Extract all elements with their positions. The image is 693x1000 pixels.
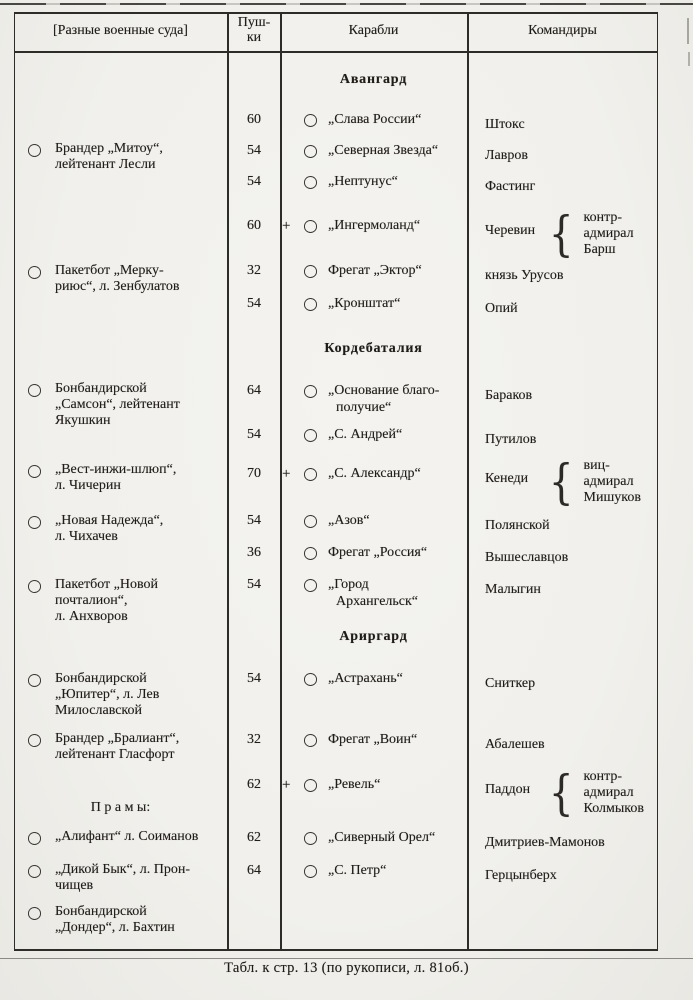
ship-name-line: „Город	[328, 577, 369, 592]
header-guns	[228, 15, 280, 45]
guns-count: 60	[247, 112, 261, 127]
ship-name: „С. Андрей“	[328, 427, 403, 442]
vessel-line: „Новая Надежда“,	[55, 513, 164, 528]
vessel-text	[55, 829, 198, 845]
vessel-line: риюс“, л. Зенбулатов	[55, 279, 180, 295]
vessel-line: „Самсон“, лейтенант	[55, 397, 180, 413]
ship-name	[328, 577, 418, 610]
vessel-line: лейтенант Лесли	[55, 157, 156, 173]
vessel-entry	[28, 829, 198, 845]
plus-icon: +	[282, 777, 291, 793]
brace-icon	[546, 769, 577, 817]
vessel-line: лейтенант Гласфорт	[55, 747, 175, 763]
vessel-line: Бонбандирской	[55, 904, 147, 919]
vessel-line: Брандер „Митоу“,	[55, 141, 163, 156]
ship-name-line: „Основание благо-	[328, 383, 440, 398]
vessel-circle-icon	[28, 865, 41, 878]
ship-name: „Нептунус“	[328, 174, 398, 189]
ship-circle-icon	[304, 220, 317, 233]
ship-circle-icon	[304, 468, 317, 481]
vessel-circle-icon	[28, 907, 41, 920]
vessel-text	[55, 904, 175, 936]
scan-artifact	[687, 18, 689, 44]
vessel-circle-icon	[28, 580, 41, 593]
ship-circle-icon	[304, 265, 317, 278]
vessel-line: Якушкин	[55, 413, 111, 429]
commander-name: Черевин	[485, 223, 536, 238]
ship-circle-icon	[304, 865, 317, 878]
flag-line: Мишуков	[583, 489, 641, 505]
ship-circle-icon	[304, 176, 317, 189]
ship-name: „Ревель“	[328, 777, 381, 792]
vessel-line: „Дондер“, л. Бахтин	[55, 920, 175, 936]
ship-circle-icon	[304, 145, 317, 158]
ship-name-line: Архангельск“	[336, 593, 419, 609]
brace-icon	[546, 210, 577, 258]
flag-line: виц-	[583, 458, 610, 474]
ship-circle-icon	[304, 385, 317, 398]
vessel-entry	[28, 462, 176, 494]
commander-name: князь Урусов	[485, 268, 564, 283]
commander-name: Дмитриев-Мамонов	[485, 835, 605, 850]
ship-name: „Астрахань“	[328, 671, 403, 686]
guns-count: 54	[247, 513, 261, 528]
vessel-entry	[28, 671, 159, 720]
vessel-circle-icon	[28, 384, 41, 397]
vessel-circle-icon	[28, 516, 41, 529]
flag-line: Барш	[583, 241, 616, 257]
ship-name: „Азов“	[328, 513, 370, 528]
vessel-circle-icon	[28, 144, 41, 157]
commander-name: Штокс	[485, 117, 525, 132]
column-divider	[467, 12, 469, 951]
ship-name: „Сиверный Орел“	[328, 830, 436, 845]
vessel-text	[55, 381, 180, 430]
vessel-line: „Алифант“ л. Соиманов	[55, 829, 199, 844]
section-rearguard: Ариргард	[339, 629, 408, 644]
vessel-line: почталион“,	[55, 593, 128, 609]
ship-name: „Ингермоланд“	[328, 218, 421, 233]
vessel-text	[55, 671, 159, 720]
vessel-line: л. Чичерин	[55, 478, 121, 494]
vessel-entry	[28, 577, 158, 626]
ship-circle-icon	[304, 515, 317, 528]
vessel-line: Брандер „Бралиант“,	[55, 731, 180, 746]
vessel-line: л. Анхворов	[55, 609, 128, 625]
ship-name: „Кронштат“	[328, 296, 401, 311]
section-vanguard: Авангард	[339, 72, 408, 87]
guns-count: 32	[247, 263, 261, 278]
flag-line: адмирал	[583, 785, 634, 801]
header-ships: Карабли	[348, 23, 399, 38]
commander-name: Бараков	[485, 388, 533, 403]
guns-count: 70	[247, 466, 261, 481]
header-commanders: Командиры	[528, 23, 597, 38]
vessel-entry	[28, 862, 190, 894]
ship-circle-icon	[304, 734, 317, 747]
guns-count: 54	[247, 174, 261, 189]
ship-name: „С. Александр“	[328, 466, 421, 481]
guns-count: 64	[247, 863, 261, 878]
ship-name: Фрегат „Россия“	[328, 545, 428, 560]
guns-count: 54	[247, 296, 261, 311]
vessel-entry	[28, 381, 180, 430]
vessel-entry	[28, 513, 163, 545]
commander-name: Сниткер	[485, 676, 536, 691]
ship-circle-icon	[304, 429, 317, 442]
flag-line: адмирал	[583, 226, 634, 242]
ship-name: „С. Петр“	[328, 863, 387, 878]
vessel-text	[55, 577, 158, 626]
guns-count: 32	[247, 732, 261, 747]
guns-count: 62	[247, 830, 261, 845]
header-vessels: [Разные военные суда]	[53, 23, 188, 38]
vessel-line: „Дикой Бык“, л. Прон-	[55, 862, 191, 877]
vessel-circle-icon	[28, 832, 41, 845]
vessel-entry	[28, 731, 179, 763]
vessel-circle-icon	[28, 674, 41, 687]
vessel-entry	[28, 141, 163, 173]
guns-count: 54	[247, 143, 261, 158]
header-guns-line1: Пуш-	[237, 15, 271, 30]
ship-circle-icon	[304, 547, 317, 560]
flag-line: адмирал	[583, 474, 634, 490]
guns-count: 64	[247, 383, 261, 398]
ship-circle-icon	[304, 298, 317, 311]
plus-icon: +	[282, 466, 291, 482]
commander-name: Абалешев	[485, 737, 545, 752]
ship-circle-icon	[304, 114, 317, 127]
plus-icon: +	[282, 218, 291, 234]
vessel-circle-icon	[28, 734, 41, 747]
vessel-entry	[28, 263, 179, 295]
commander-name: Кенеди	[485, 471, 529, 486]
vessel-text	[55, 862, 190, 894]
vessel-entry	[28, 904, 175, 936]
guns-count: 60	[247, 218, 261, 233]
flag-officer-lines	[584, 458, 641, 505]
brace-icon	[546, 458, 577, 506]
vessel-line: Бонбандирской	[55, 381, 147, 396]
ship-circle-icon	[304, 832, 317, 845]
vessel-line: Пакетбот „Мерку-	[55, 263, 164, 278]
flag-line: контр-	[583, 769, 623, 785]
flag-line: Колмыков	[583, 800, 644, 816]
commander-name: Вышеславцов	[485, 550, 569, 565]
ship-name: „Слава России“	[328, 112, 422, 127]
ship-circle-icon	[304, 779, 317, 792]
guns-count: 54	[247, 671, 261, 686]
vessel-circle-icon	[28, 465, 41, 478]
flag-officer-note	[546, 769, 644, 817]
page-top-rule	[0, 3, 693, 5]
vessel-text	[55, 462, 176, 494]
flag-officer-note	[546, 210, 634, 258]
vessel-text	[55, 731, 179, 763]
ship-circle-icon	[304, 673, 317, 686]
vessel-line: л. Чихачев	[55, 529, 118, 545]
commander-name: Фастинг	[485, 179, 536, 194]
commander-name: Опий	[485, 301, 518, 316]
vessel-line: Бонбандирской	[55, 671, 147, 686]
flag-officer-note	[546, 458, 641, 506]
table-caption: Табл. к стр. 13 (по рукописи, л. 81об.)	[224, 960, 469, 976]
flag-officer-lines	[584, 210, 634, 257]
header-guns-line2: ки	[246, 30, 262, 45]
vessel-text	[55, 141, 163, 173]
guns-count: 62	[247, 777, 261, 792]
commander-name: Паддон	[485, 782, 531, 797]
section-battlecorps: Кордебаталия	[324, 341, 423, 356]
vessel-line: Пакетбот „Новой	[55, 577, 158, 592]
ship-name-line: получие“	[336, 399, 392, 415]
ship-name: Фрегат „Воин“	[328, 732, 418, 747]
flag-officer-lines	[584, 769, 644, 816]
ship-name: Фрегат „Эктор“	[328, 263, 422, 278]
vessel-line: чищев	[55, 878, 94, 894]
guns-count: 36	[247, 545, 261, 560]
commander-name: Герцынберх	[485, 868, 557, 883]
guns-count: 54	[247, 577, 261, 592]
commander-name: Лавров	[485, 148, 528, 163]
page-bottom-rule	[0, 958, 693, 959]
vessel-text	[55, 513, 163, 545]
commander-name: Полянской	[485, 518, 550, 533]
vessel-text	[55, 263, 179, 295]
vessel-line: Милославской	[55, 703, 143, 719]
vessel-line: „Юпитер“, л. Лев	[55, 687, 160, 703]
ship-name	[328, 383, 439, 416]
flag-line: контр-	[583, 210, 623, 226]
ship-circle-icon	[304, 579, 317, 592]
vessel-line: „Вест-инжи-шлюп“,	[55, 462, 177, 477]
vessel-circle-icon	[28, 266, 41, 279]
commander-name: Малыгин	[485, 582, 541, 597]
commander-name: Путилов	[485, 432, 537, 447]
ship-name: „Северная Звезда“	[328, 143, 439, 158]
scan-artifact	[688, 52, 690, 66]
header-divider	[14, 51, 658, 53]
section-prams: П р а м ы:	[90, 800, 151, 815]
guns-count: 54	[247, 427, 261, 442]
